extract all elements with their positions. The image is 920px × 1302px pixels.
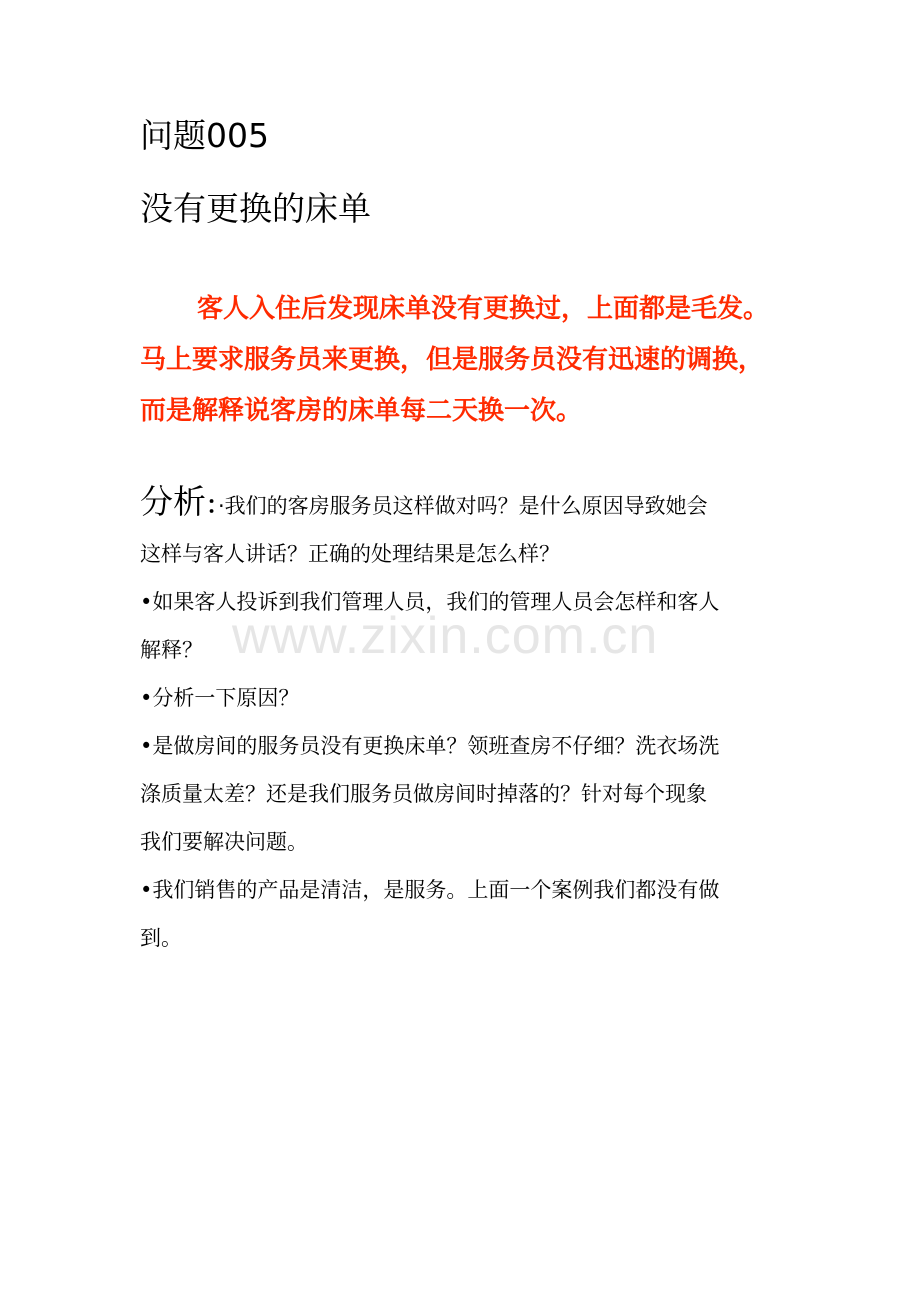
analysis-line: 解释？ (140, 638, 203, 662)
analysis-line: 我们要解决问题。 (140, 830, 308, 854)
watermark-text: www.zixin.com.cn (232, 607, 659, 665)
case-line: 马上要求服务员来更换，但是服务员没有迅速的调换， (140, 345, 765, 375)
analysis-line: •我们销售的产品是清洁，是服务。上面一个案例我们都没有做 (140, 878, 720, 902)
case-description (140, 284, 790, 437)
analysis-colon: ： (206, 491, 218, 519)
analysis-line: •如果客人投诉到我们管理人员，我们的管理人员会怎样和客人 (140, 590, 720, 614)
analysis-label: 分析 (140, 482, 206, 521)
case-line: 客人入住后发现床单没有更换过，上面都是毛发。 (197, 294, 770, 324)
analysis-line: ·我们的客房服务员这样做对吗？是什么原因导致她会 (218, 494, 708, 518)
case-line: 而是解释说客房的床单每二天换一次。 (140, 396, 583, 426)
analysis-line: 这样与客人讲话？正确的处理结果是怎么样？ (140, 542, 560, 566)
analysis-line: 到。 (140, 926, 182, 950)
analysis-line: •分析一下原因？ (140, 686, 300, 710)
document-title: 问题005 (140, 116, 269, 155)
analysis-line: •是做房间的服务员没有更换床单？领班查房不仔细？洗衣场洗 (140, 734, 720, 758)
analysis-line: 涤质量太差？还是我们服务员做房间时掉落的？针对每个现象 (140, 782, 707, 806)
document-subtitle: 没有更换的床单 (140, 189, 371, 228)
analysis-first-line (140, 478, 790, 530)
analysis-section (140, 478, 790, 962)
